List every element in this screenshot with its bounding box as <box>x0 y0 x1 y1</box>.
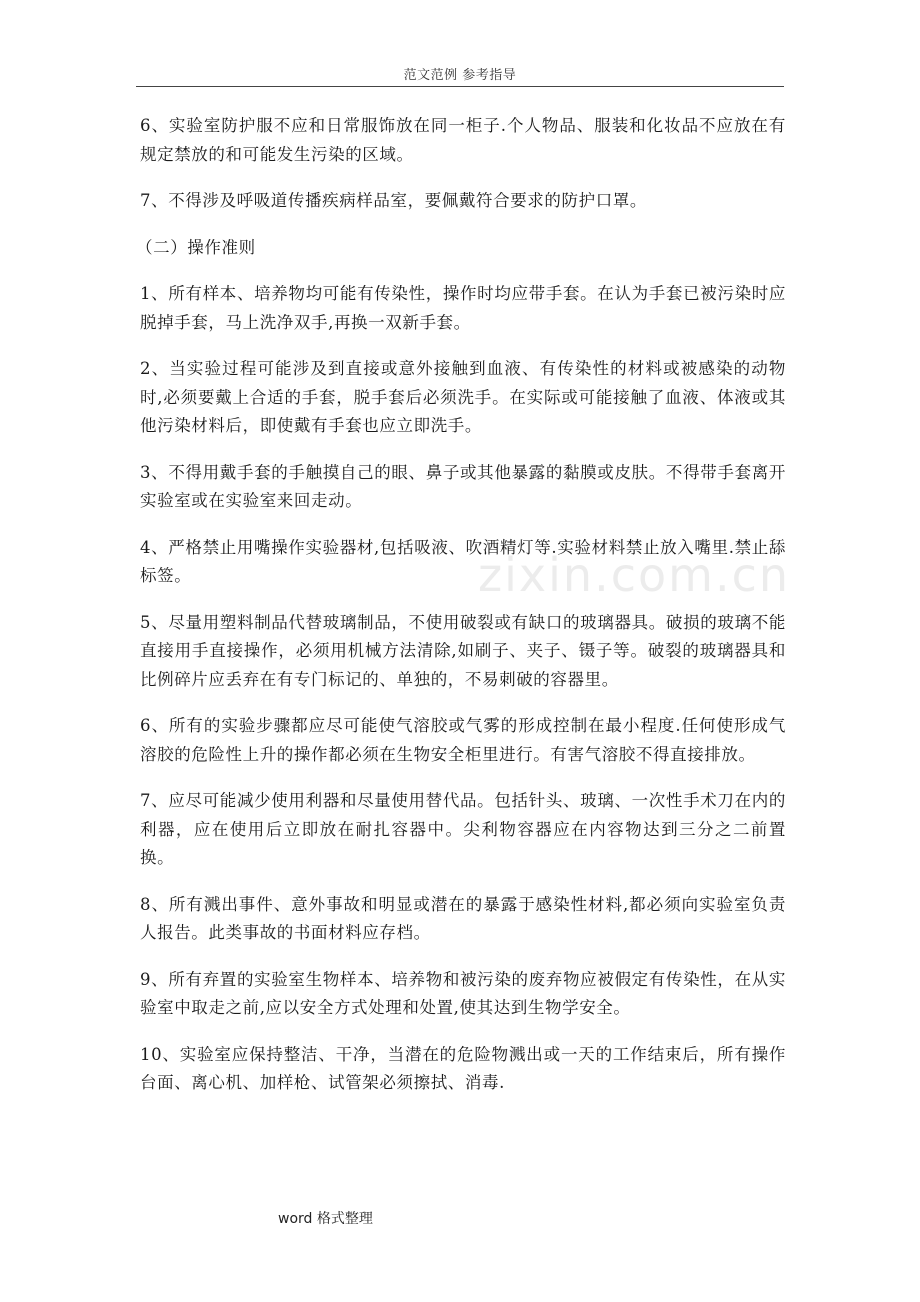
paragraph-rule-8-incidents: 8、所有溅出事件、意外事故和明显或潜在的暴露于感染性材料,都必须向实验室负责人报告。此类事故的书面材料应存档。 <box>140 894 786 942</box>
paragraph-rule-3-touching: 3、不得用戴手套的手触摸自己的眼、鼻子或其他暴露的黏膜或皮肤。不得带手套离开实验室或在实验室来回走动。 <box>140 462 786 510</box>
paragraph-rule-5-glassware: 5、尽量用塑料制品代替玻璃制品，不使用破裂或有缺口的玻璃器具。破损的玻璃不能直接用手直接操作，必须用机械方法清除,如刷子、夹子、镊子等。破裂的玻璃器具和比例碎片应丢弃在有专门标记的、单独的，不易刺破的容器里。 <box>140 612 786 689</box>
document-body <box>136 112 786 1116</box>
paragraph-rule-10-cleaning: 10、实验室应保持整洁、干净，当潜在的危险物溅出或一天的工作结束后，所有操作台面、离心机、加样枪、试管架必须擦拭、消毒. <box>140 1044 786 1092</box>
paragraph-rule-2-handwashing: 2、当实验过程可能涉及到直接或意外接触到血液、有传染性的材料或被感染的动物时,必须要戴上合适的手套，脱手套后必须洗手。在实际或可能接触了血液、体液或其他污染材料后，即使戴有手套也应立即洗手。 <box>140 359 786 435</box>
paragraph-rule-6-aerosol: 6、所有的实验步骤都应尽可能使气溶胶或气雾的形成控制在最小程度.任何使形成气溶胶的危险性上升的操作都必须在生物安全柜里进行。有害气溶胶不得直接排放。 <box>140 716 786 764</box>
page-footer: word 格式整理 <box>278 1211 373 1227</box>
section-heading-operation-rules: （二）操作准则 <box>136 237 256 257</box>
paragraph-protective-clothing: 6、实验室防护服不应和日常服饰放在同一柜子.个人物品、服装和化妆品不应放在有规定禁放的和可能发生污染的区域。 <box>140 116 786 164</box>
header-divider <box>136 86 784 87</box>
paragraph-rule-4-mouth: 4、严格禁止用嘴操作实验器材,包括吸液、吹酒精灯等.实验材料禁止放入嘴里.禁止舔标签。 <box>140 537 786 585</box>
paragraph-respiratory-mask: 7、不得涉及呼吸道传播疾病样品室，要佩戴符合要求的防护口罩。 <box>140 191 647 210</box>
paragraph-rule-1-gloves: 1、所有样本、培养物均可能有传染性，操作时均应带手套。在认为手套已被污染时应脱掉手套，马上洗净双手,再换一双新手套。 <box>140 284 786 332</box>
page-header: 范文范例 参考指导 <box>403 68 517 83</box>
paragraph-rule-9-waste: 9、所有弃置的实验室生物样本、培养物和被污染的废弃物应被假定有传染性，在从实验室中取走之前,应以安全方式处理和处置,使其达到生物学安全。 <box>140 969 786 1017</box>
watermark: zixin.com.cn <box>478 548 791 602</box>
paragraph-rule-7-sharps: 7、应尽可能减少使用利器和尽量使用替代品。包括针头、玻璃、一次性手术刀在内的利器，应在使用后立即放在耐扎容器中。尖利物容器应在内容物达到三分之二前置换。 <box>140 791 786 867</box>
